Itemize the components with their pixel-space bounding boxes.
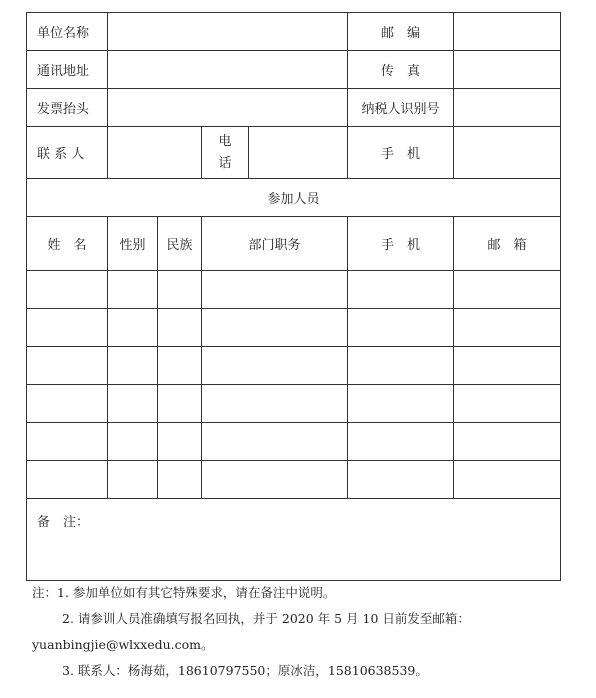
row-invoice — [27, 89, 561, 127]
participant-mobile-cell[interactable] — [348, 423, 454, 461]
participant-department-cell[interactable] — [202, 347, 348, 385]
participant-mobile-cell[interactable] — [348, 271, 454, 309]
participant-ethnicity-cell[interactable] — [158, 309, 202, 347]
row-participants-title — [27, 179, 561, 217]
participant-mobile-cell[interactable] — [348, 347, 454, 385]
participants-header-row — [27, 217, 561, 271]
postcode-field[interactable] — [454, 13, 561, 51]
participant-gender-cell[interactable] — [108, 309, 158, 347]
footnotes — [32, 580, 556, 684]
unit-name-field[interactable] — [108, 13, 348, 51]
col-ethnicity-header: 民族 — [158, 217, 202, 271]
address-field[interactable] — [108, 51, 348, 89]
participant-name-cell[interactable] — [27, 423, 108, 461]
col-department-header: 部门职务 — [202, 217, 348, 271]
note-2: 2. 请参训人员准确填写报名回执，并于 2020 年 5 月 10 日前发至邮箱： — [62, 611, 470, 626]
participant-name-cell[interactable] — [27, 461, 108, 499]
participant-row — [27, 385, 561, 423]
registration-form-table — [26, 12, 561, 581]
col-email-header: 邮 箱 — [454, 217, 561, 271]
note-1: 注：1. 参加单位如有其它特殊要求，请在备注中说明。 — [32, 585, 336, 600]
col-gender-header: 性别 — [108, 217, 158, 271]
fax-field[interactable] — [454, 51, 561, 89]
note-2-email: yuanbingjie@wlxxedu.com。 — [32, 637, 214, 652]
phone-label-top: 电 — [218, 133, 232, 149]
mobile-label: 手 机 — [348, 127, 454, 179]
col-name-header: 姓 名 — [27, 217, 108, 271]
participant-email-cell[interactable] — [454, 309, 561, 347]
participant-name-cell[interactable] — [27, 347, 108, 385]
participant-ethnicity-cell[interactable] — [158, 461, 202, 499]
participant-row — [27, 461, 561, 499]
participant-department-cell[interactable] — [202, 385, 348, 423]
taxpayer-id-field[interactable] — [454, 89, 561, 127]
participant-ethnicity-cell[interactable] — [158, 423, 202, 461]
participant-email-cell[interactable] — [454, 347, 561, 385]
remarks-label: 备 注： — [37, 515, 90, 530]
participant-row — [27, 271, 561, 309]
contact-label: 联 系 人 — [27, 127, 108, 179]
postcode-label: 邮 编 — [348, 13, 454, 51]
participant-ethnicity-cell[interactable] — [158, 271, 202, 309]
row-unit-name — [27, 13, 561, 51]
row-contact — [27, 127, 561, 179]
participant-gender-cell[interactable] — [108, 271, 158, 309]
participant-email-cell[interactable] — [454, 461, 561, 499]
participant-ethnicity-cell[interactable] — [158, 347, 202, 385]
participant-gender-cell[interactable] — [108, 461, 158, 499]
participant-email-cell[interactable] — [454, 423, 561, 461]
participant-row — [27, 309, 561, 347]
row-address — [27, 51, 561, 89]
mobile-field[interactable] — [454, 127, 561, 179]
unit-name-label: 单位名称 — [27, 13, 108, 51]
col-mobile-header: 手 机 — [348, 217, 454, 271]
remarks-cell[interactable] — [27, 499, 561, 581]
fax-label: 传 真 — [348, 51, 454, 89]
contact-field[interactable] — [108, 127, 202, 179]
participant-gender-cell[interactable] — [108, 385, 158, 423]
participant-row — [27, 423, 561, 461]
participants-title: 参加人员 — [27, 179, 561, 217]
row-remarks — [27, 499, 561, 581]
participant-gender-cell[interactable] — [108, 423, 158, 461]
participant-gender-cell[interactable] — [108, 347, 158, 385]
participant-ethnicity-cell[interactable] — [158, 385, 202, 423]
address-label: 通讯地址 — [27, 51, 108, 89]
invoice-title-label: 发票抬头 — [27, 89, 108, 127]
participant-row — [27, 347, 561, 385]
phone-label-bottom: 话 — [218, 155, 232, 171]
note-3: 3. 联系人：杨海茹，18610797550；原冰洁，15810638539。 — [62, 663, 428, 678]
participant-email-cell[interactable] — [454, 271, 561, 309]
participant-email-cell[interactable] — [454, 385, 561, 423]
participant-department-cell[interactable] — [202, 423, 348, 461]
participant-mobile-cell[interactable] — [348, 385, 454, 423]
taxpayer-id-label: 纳税人识别号 — [348, 89, 454, 127]
participant-mobile-cell[interactable] — [348, 309, 454, 347]
phone-field[interactable] — [249, 127, 348, 179]
participant-department-cell[interactable] — [202, 309, 348, 347]
participant-department-cell[interactable] — [202, 461, 348, 499]
participant-department-cell[interactable] — [202, 271, 348, 309]
participant-name-cell[interactable] — [27, 385, 108, 423]
participant-name-cell[interactable] — [27, 271, 108, 309]
phone-label — [202, 127, 249, 179]
participant-mobile-cell[interactable] — [348, 461, 454, 499]
invoice-title-field[interactable] — [108, 89, 348, 127]
participant-name-cell[interactable] — [27, 309, 108, 347]
